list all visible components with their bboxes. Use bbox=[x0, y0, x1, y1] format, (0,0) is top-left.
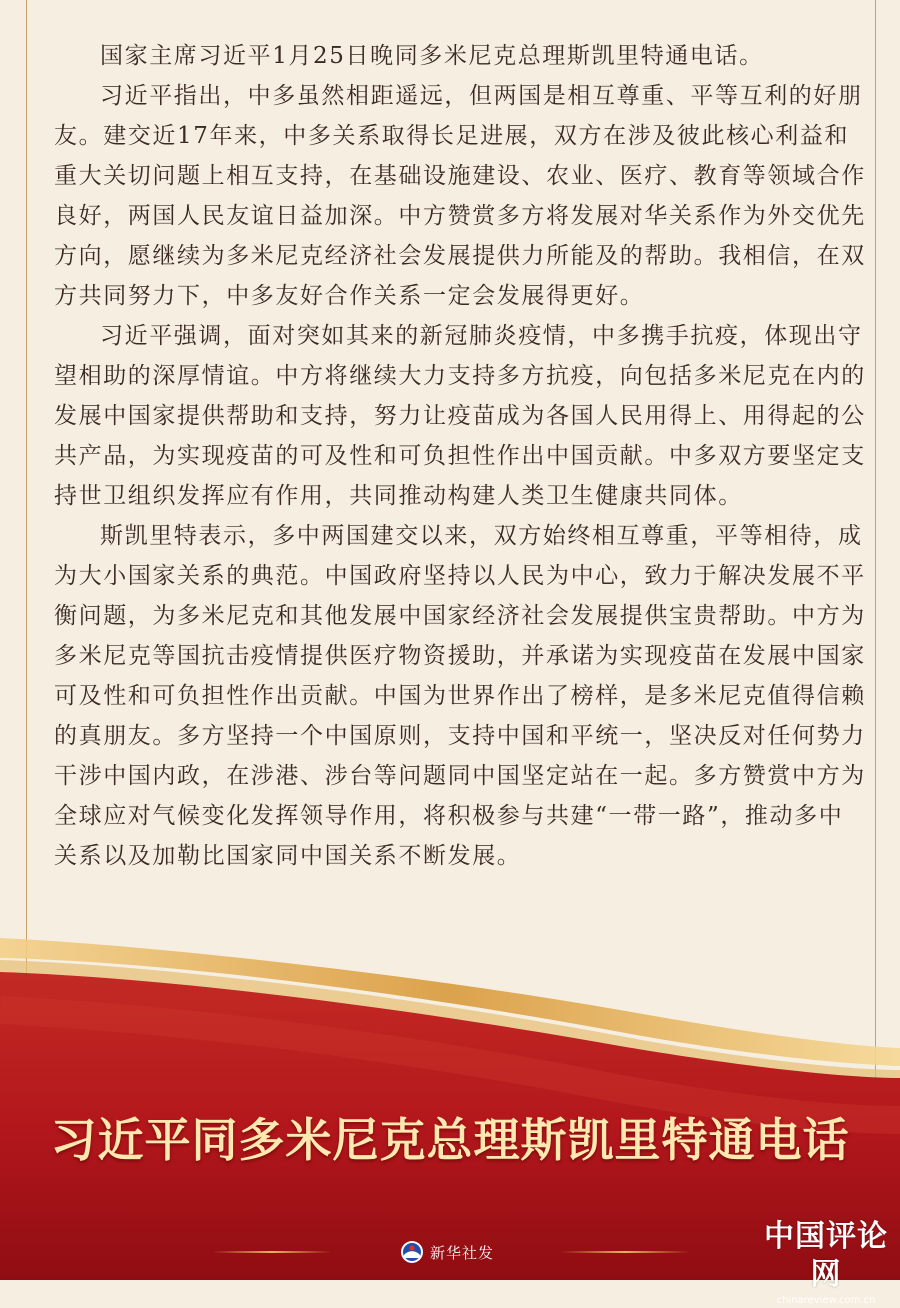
article-paragraph: 习近平强调，面对突如其来的新冠肺炎疫情，中多携手抗疫，体现出守望相助的深厚情谊。中方将继续大力支持多方抗疫，向包括多米尼克在内的发展中国家提供帮助和支持，努力让疫苗成为各国人民用得上、用得起的公共产品，为实现疫苗的可及性和可负担性作出中国贡献。中多双方要坚定支持世卫组织发挥应有作用，共同推动构建人类卫生健康共同体。 bbox=[54, 323, 866, 509]
watermark-name: 中国评论网 bbox=[764, 1219, 888, 1292]
watermark bbox=[752, 1218, 900, 1308]
article-paragraph: 习近平指出，中多虽然相距遥远，但两国是相互尊重、平等互利的好朋友。建交近17年来，中多关系取得长足进展，双方在涉及彼此核心利益和重大关切问题上相互支持，在基础设施建设、农业、医疗、教育等领域合作良好，两国人民友谊日益加深。中方赞赏多方将发展对华关系作为外交优先方向，愿继续为多米尼克经济社会发展提供力所能及的帮助。我相信，在双方共同努力下，中多友好合作关系一定会发展得更好。 bbox=[54, 83, 866, 309]
article-paragraph: 国家主席习近平1月25日晚同多米尼克总理斯凯里特通电话。 bbox=[100, 43, 764, 69]
footer-rule-right bbox=[560, 1251, 690, 1253]
footer-rule-left bbox=[212, 1251, 332, 1253]
agency-credit bbox=[400, 1238, 494, 1266]
agency-name: 新华社发 bbox=[430, 1243, 495, 1262]
watermark-url: chinareview.com.cn bbox=[776, 1295, 876, 1306]
xinhua-logo-icon bbox=[400, 1240, 424, 1264]
banner-title: 习近平同多米尼克总理斯凯里特通电话 bbox=[50, 1113, 850, 1167]
article-paragraph: 斯凯里特表示，多中两国建交以来，双方始终相互尊重，平等相待，成为大小国家关系的典范。中国政府坚持以人民为中心，致力于解决发展不平衡问题，为多米尼克和其他发展中国家经济社会发展提供宝贵帮助。中方为多米尼克等国抗击疫情提供医疗物资援助，并承诺为实现疫苗在发展中国家可及性和可负担性作出贡献。中国为世界作出了榜样，是多米尼克值得信赖的真朋友。多方坚持一个中国原则，支持中国和平统一，坚决反对任何势力干涉中国内政，在涉港、涉台等问题同中国坚定站在一起。多方赞赏中方为全球应对气候变化发挥领导作用，将积极参与共建“一带一路”，推动多中关系以及加勒比国家同中国关系不断发展。 bbox=[54, 523, 866, 869]
